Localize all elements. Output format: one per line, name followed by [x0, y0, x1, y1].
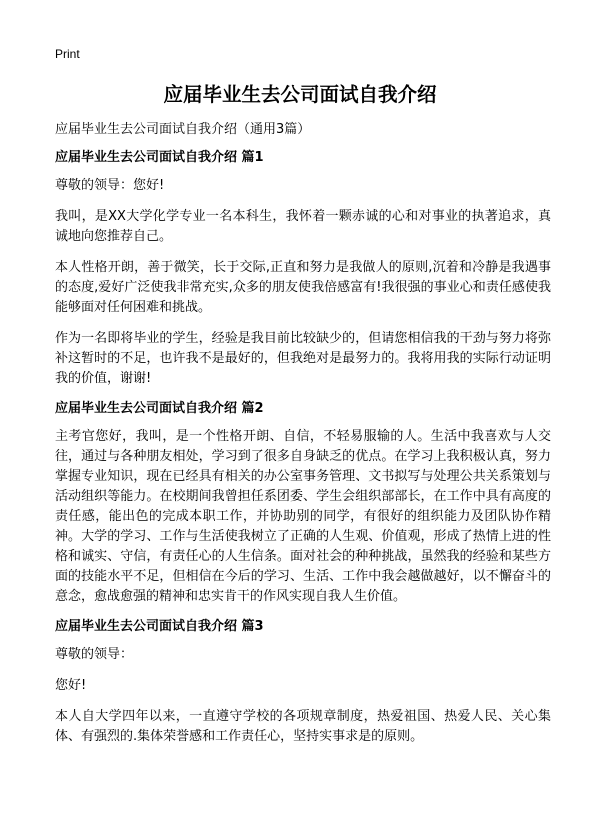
document-title: 应届毕业生去公司面试自我介绍	[163, 83, 437, 106]
section-2-paragraph: 主考官您好，我叫，是一个性格开朗、自信，不轻易服输的人。生活中我喜欢与人交往，通过与各种朋友相处，学习到了很多自身缺乏的优点。在学习上我积极认真，努力掌握专业知识，现在已经具有相关的办公室事务管理、文书拟写与处理公共关系策划与活动组织等能力。在校期间我曾担任系团委、学生会组织部部长，在工作中具有高度的责任感，能出色的完成本职工作，并协助别的同学，有很好的组织能力及团队协作精神。大学的学习、工作与生活使我树立了正确的人生观、价值观，形成了热情上进的性格和诚实、守信，有责任心的人生信条。面对社会的种种挑战，虽然我的经验和某些方面的技能水平不足，但相信在今后的学习、生活、工作中我会越做越好，以不懈奋斗的意念，愈战愈强的精神和忠实肯干的作风实现自我人生价值。	[55, 429, 551, 604]
section-1-paragraph: 我叫，是XX大学化学专业一名本科生，我怀着一颗赤诚的心和对事业的执著追求，真诚地向您推荐自己。	[55, 209, 551, 244]
section-3-heading: 应届毕业生去公司面试自我介绍 篇3	[55, 619, 264, 634]
section-1-heading: 应届毕业生去公司面试自我介绍 篇1	[55, 150, 264, 165]
section-1-paragraph: 本人性格开朗，善于微笑，长于交际,正直和努力是我做人的原则,沉着和冷静是我遇事的态度,爱好广泛使我非常充实,众多的朋友使我倍感富有!我很强的事业心和责任感使我能够面对任何困难和挑战。	[55, 260, 551, 315]
section-2-heading: 应届毕业生去公司面试自我介绍 篇2	[55, 401, 264, 416]
section-3-greeting: 您好!	[55, 678, 87, 693]
document-subtitle: 应届毕业生去公司面试自我介绍（通用3篇）	[55, 122, 311, 137]
section-1-paragraph: 作为一名即将毕业的学生，经验是我目前比较缺少的，但请您相信我的干劲与努力将弥补这暂时的不足，也许我不是最好的，但我绝对是最努力的。我将用我的实际行动证明我的价值，谢谢!	[55, 331, 551, 386]
print-label: Print	[55, 47, 80, 61]
section-3-paragraph: 本人自大学四年以来，一直遵守学校的各项规章制度，热爱祖国、热爱人民、关心集体、有强烈的.集体荣誉感和工作责任心，坚持实事求是的原则。	[55, 709, 551, 744]
section-1-greeting: 尊敬的领导：您好!	[55, 178, 165, 193]
section-3-greeting: 尊敬的领导：	[55, 647, 134, 662]
document-body	[55, 121, 551, 758]
